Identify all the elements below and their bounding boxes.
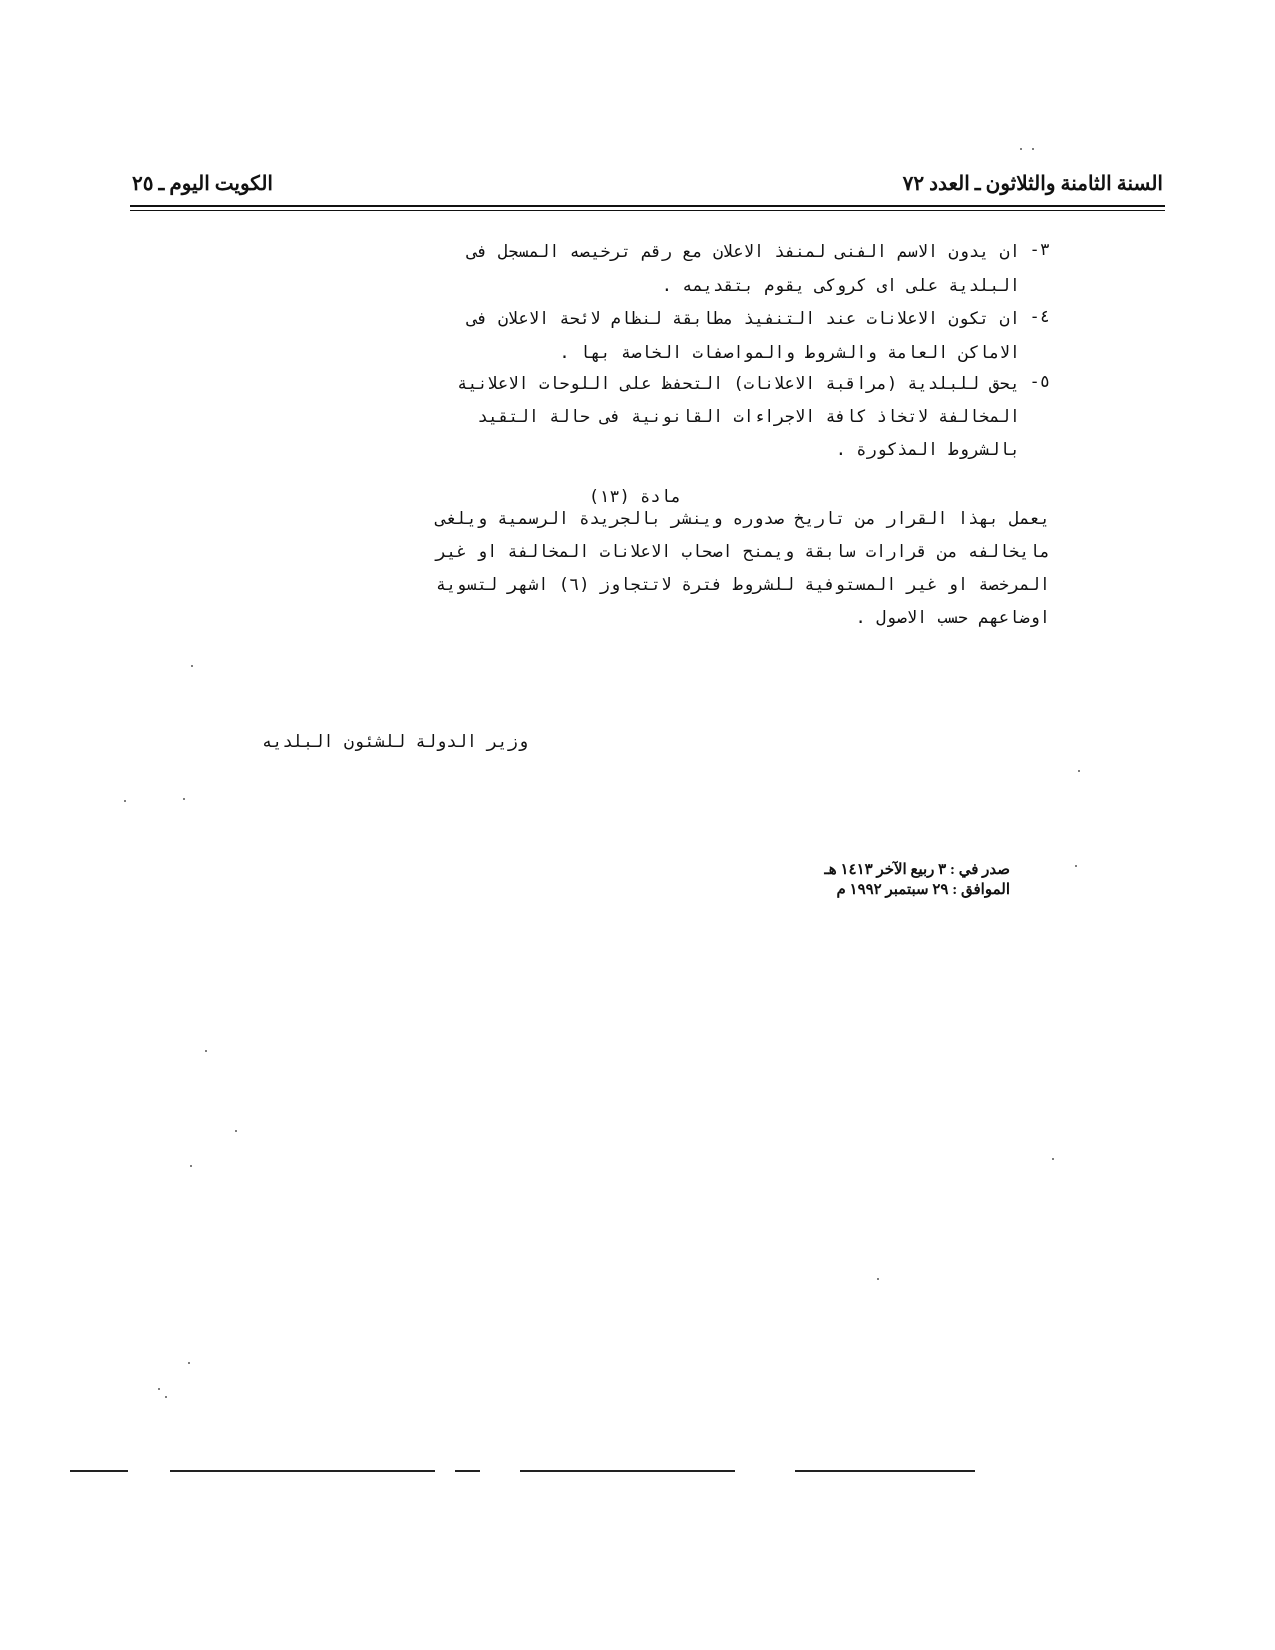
- article-line: المرخصة او غير المستوفية للشروط فترة لاتتجاوز (٦) اشهر لتسوية: [435, 575, 1050, 595]
- footer-rule-segment: [455, 1470, 480, 1472]
- item-line: البلدية على اى كروكى يقوم بتقديمه .: [661, 276, 1020, 296]
- scan-speck: [205, 1050, 207, 1052]
- article-line: مايخالفه من قرارات سابقة ويمنح اصحاب الاعلانات المخالفة او غير: [435, 542, 1050, 562]
- scan-speck: [1020, 148, 1022, 150]
- scan-speck: [190, 1165, 192, 1167]
- article-paragraph: [260, 507, 1050, 632]
- header-rule-thick: [130, 205, 1165, 207]
- scan-speck: [165, 1396, 167, 1398]
- signature-title: وزير الدولة للشئون البلديه: [262, 732, 529, 752]
- scan-speck: [188, 1362, 190, 1364]
- article-line: اوضاعهم حسب الاصول .: [855, 608, 1050, 628]
- footer-rule-segment: [70, 1470, 128, 1472]
- footer-rule-segment: [520, 1470, 735, 1472]
- scan-speck: [1052, 1158, 1054, 1160]
- list-item-4: [260, 307, 1050, 367]
- scan-speck: [235, 1130, 237, 1132]
- issue-dates: [824, 860, 1010, 900]
- item-number: ٣-: [1029, 240, 1050, 260]
- issue-date-hijri: صدر في : ٣ ربيع الآخر ١٤١٣ هـ: [824, 862, 1010, 878]
- item-line: المخالفة لاتخاذ كافة الاجراءات القانونية فى حالة التقيد: [477, 407, 1020, 427]
- list-item-5: [260, 372, 1050, 466]
- item-line: ان يدون الاسم الفنى لمنفذ الاعلان مع رقم ترخيصه المسجل فى: [467, 242, 1020, 262]
- scan-speck: [158, 1388, 160, 1390]
- header-rule-thin: [130, 210, 1165, 211]
- article-line: يعمل بهذا القرار من تاريخ صدوره وينشر بالجريدة الرسمية ويلغى: [435, 509, 1050, 529]
- item-line: يحق للبلدية (مراقبة الاعلانات) التحفظ على اللوحات الاعلانية: [457, 374, 1020, 394]
- scan-speck: [877, 1278, 879, 1280]
- header-page-number: الكويت اليوم ـ ٢٥: [132, 173, 273, 195]
- item-line: بالشروط المذكورة .: [835, 440, 1020, 460]
- footer-rule-segment: [795, 1470, 975, 1472]
- scan-speck: [124, 800, 126, 802]
- item-number: ٤-: [1029, 307, 1050, 327]
- scan-speck: [1032, 148, 1034, 150]
- scan-speck: [183, 798, 185, 800]
- header-issue-info: السنة الثامنة والثلاثون ـ العدد ٧٢: [902, 173, 1163, 195]
- item-line: الاماكن العامة والشروط والمواصفات الخاصة بها .: [559, 343, 1020, 363]
- scan-speck: [1078, 770, 1080, 772]
- footer-rule-segment: [170, 1470, 435, 1472]
- item-number: ٥-: [1029, 372, 1050, 392]
- article-heading: مادة (١٣): [588, 487, 682, 507]
- issue-date-gregorian: الموافق : ٢٩ سبتمبر ١٩٩٢ م: [836, 882, 1010, 898]
- scan-speck: [1075, 865, 1077, 867]
- scan-speck: [191, 665, 193, 667]
- item-line: ان تكون الاعلانات عند التنفيذ مطابقة لنظام لائحة الاعلان فى: [467, 309, 1020, 329]
- list-item-3: [260, 240, 1050, 300]
